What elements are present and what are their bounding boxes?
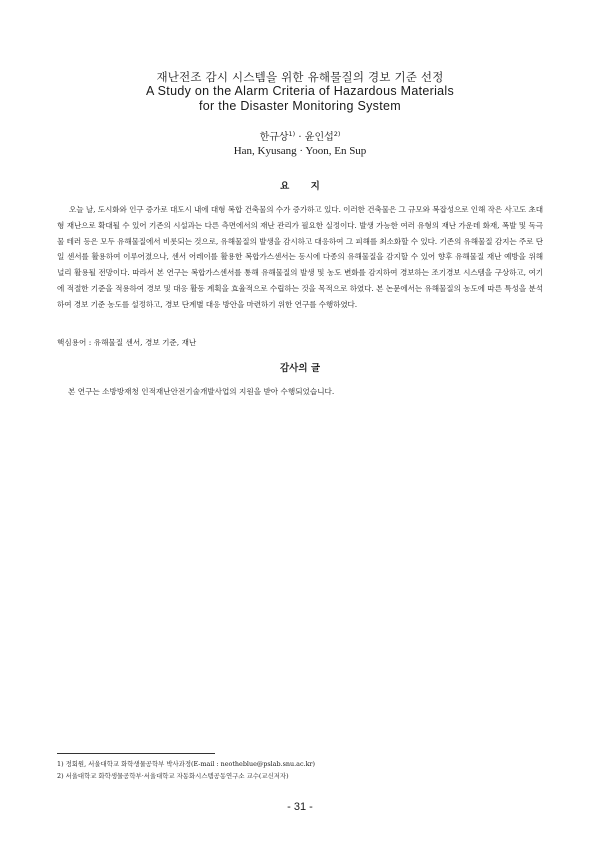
footnote-2: 2) 서울대학교 화학생물공학부·서울대학교 자동화시스템공동연구소 교수(교신저자) xyxy=(57,772,289,780)
abstract-heading: 요 지 xyxy=(280,181,320,192)
author-1-footnote-mark: 1) xyxy=(288,130,296,138)
acknowledgement-heading: 감사의 글 xyxy=(279,363,320,374)
title-english-line-2: for the Disaster Monitoring System xyxy=(199,99,401,113)
author-1-name: 한규상 xyxy=(259,132,289,143)
authors-english: Han, Kyusang · Yoon, En Sup xyxy=(233,145,367,157)
keywords: 핵심용어 : 유해물질 센서, 경보 기준, 재난 xyxy=(57,338,197,347)
acknowledgement-body: 본 연구는 소방방재청 인적재난안전기술개발사업의 지원을 받아 수행되었습니다. xyxy=(68,387,335,396)
authors-korean xyxy=(0,128,600,144)
author-separator: · xyxy=(298,132,302,143)
author-2-footnote-mark: 2) xyxy=(333,130,341,138)
authors-block xyxy=(0,128,600,158)
footnote-1: 1) 정회원, 서울대학교 화학생물공학부 박사과정(E-mail : neotheblue@pslab.snu.ac.kr) xyxy=(57,760,315,768)
page-number: - 31 - xyxy=(287,801,313,813)
footnote-divider xyxy=(57,753,215,754)
author-2-name: 윤인섭 xyxy=(304,132,334,143)
footnotes xyxy=(57,758,543,782)
title-block xyxy=(0,70,600,114)
title-korean: 재난전조 감시 시스템을 위한 유해물질의 경보 기준 선정 xyxy=(156,70,444,84)
title-english-line-1: A Study on the Alarm Criteria of Hazardous Materials xyxy=(145,84,455,98)
abstract-body: 오늘 날, 도시화와 인구 증가로 대도시 내에 대형 복합 건축물의 수가 증가하고 있다. 이러한 건축물은 그 규모와 복잡성으로 인해 작은 사고도 초대형 재난으로 확대될 수 있어 기존의 시설과는 다른 측면에서의 재난 관리가 필요한 실정이다. 발생 가능한 여러 유형의 재난 가운데 화재, 폭발 및 독극물 테러 등은 모두 유해물질에서 비롯되는 것으로, 유해물질의 발생을 감시하고 대응하여 그 피해를 최소화할 수 있다. 기존의 유해물질 감지는 주로 단일 센서를 활용하여 이루어졌으나, 센서 어레이를 활용한 복합가스센서는 동시에 다종의 유해물질을 감지할 수 있어 향후 유해물질 재난 예방을 위해 널리 활용될 전망이다. 따라서 본 연구는 복합가스센서를 통해 유해물질의 발생 및 농도 변화를 감지하여 경보하는 조기경보 시스템을 구상하고, 여기에 적절한 기준을 적용하여 경보 및 대응 활동 계획을 효율적으로 수립하는 것을 목적으로 하였다. 본 논문에서는 유해물질의 농도에 따른 특성을 분석하여 경보 기준 농도를 설정하고, 경보 단계별 대응 방안을 마련하기 위한 연구를 수행하였다. xyxy=(57,205,544,309)
